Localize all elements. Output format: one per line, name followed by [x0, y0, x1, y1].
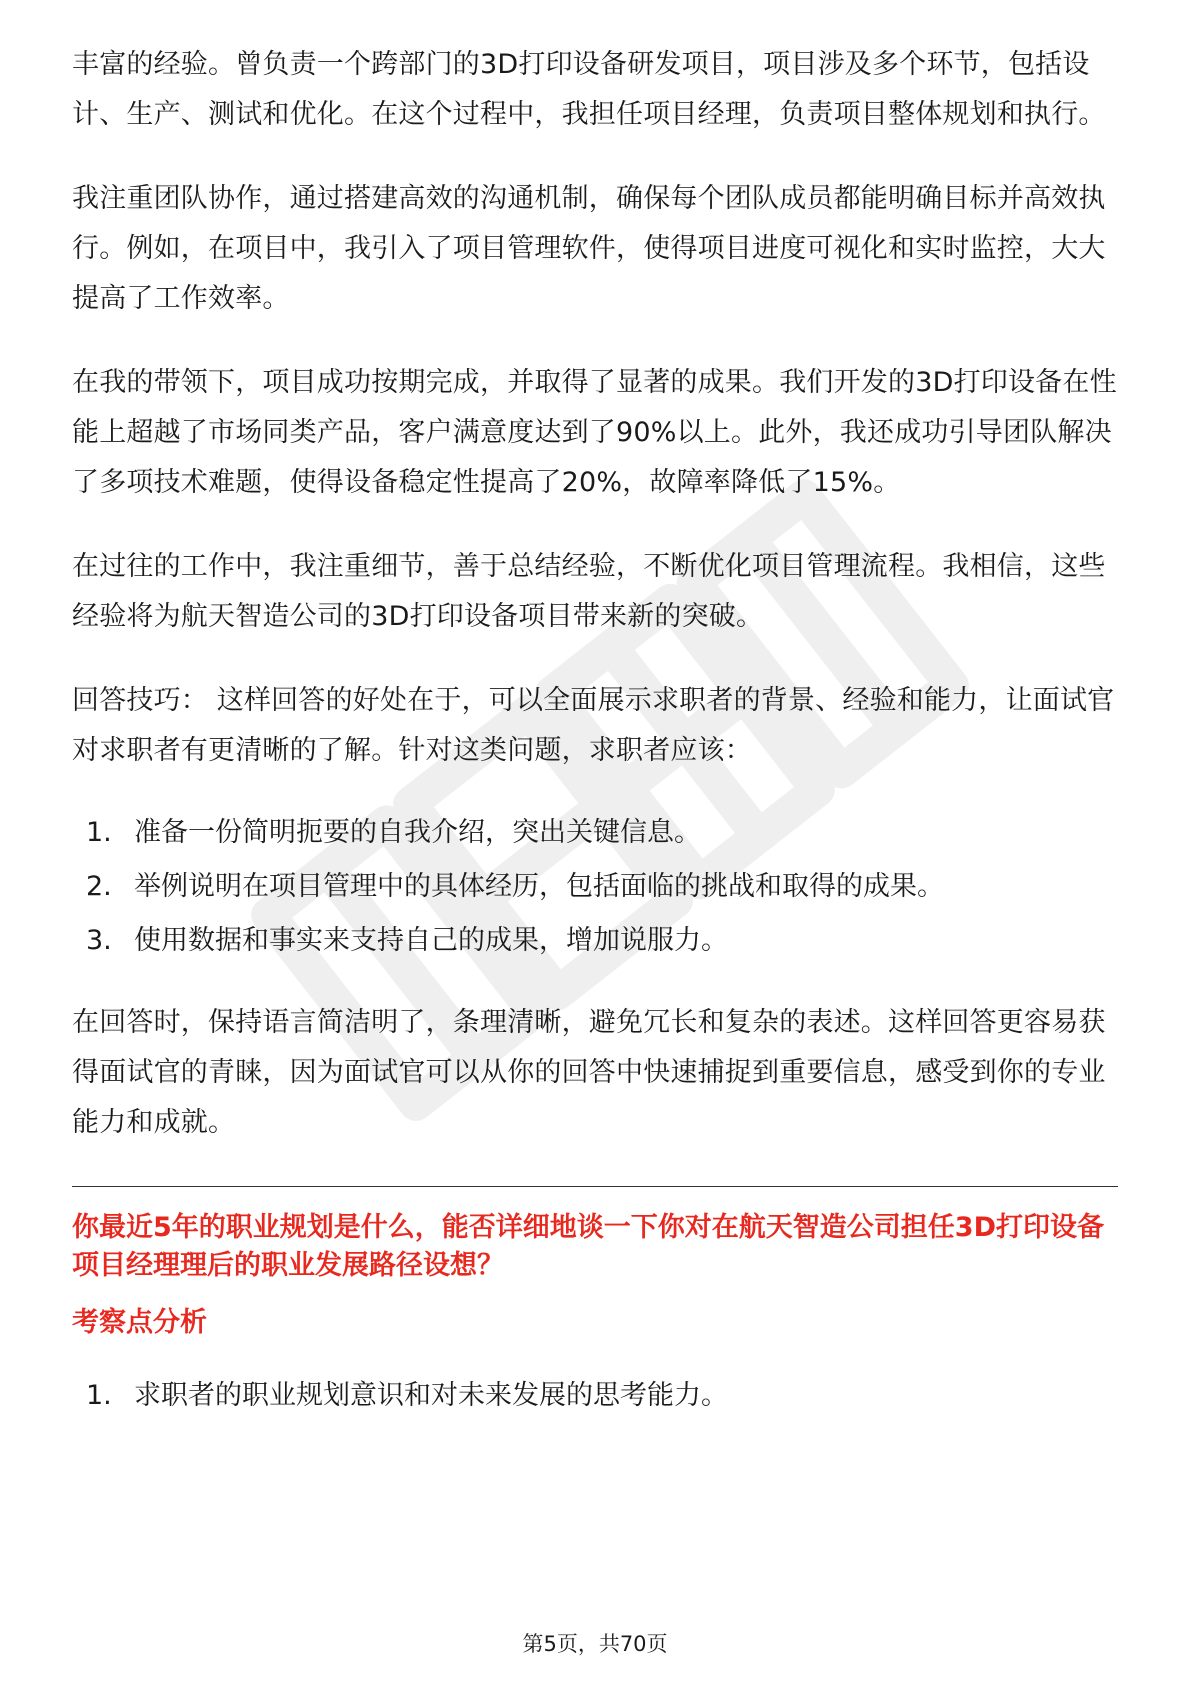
list-number: 2.: [86, 871, 112, 902]
list-text: 使用数据和事实来支持自己的成果，增加说服力。: [134, 925, 728, 956]
list-item: [72, 1369, 1118, 1423]
paragraph-summary: 在过往的工作中，我注重细节，善于总结经验，不断优化项目管理流程。我相信，这些经验将为航天智造公司的3D打印设备项目带来新的突破。: [72, 551, 1106, 632]
list-text: 求职者的职业规划意识和对未来发展的思考能力。: [134, 1380, 728, 1411]
list-text: 举例说明在项目管理中的具体经历，包括面临的挑战和取得的成果。: [134, 871, 944, 902]
analysis-list: [72, 1369, 1118, 1423]
page-footer: 第5页，共70页: [522, 1632, 668, 1656]
paragraph-experience: 丰富的经验。曾负责一个跨部门的3D打印设备研发项目，项目涉及多个环节，包括设计、生产、测试和优化。在这个过程中，我担任项目经理，负责项目整体规划和执行。: [72, 49, 1106, 130]
section-title: 考察点分析: [72, 1307, 207, 1338]
list-number: 1.: [86, 817, 112, 848]
paragraph-closing: 在回答时，保持语言简洁明了，条理清晰，避免冗长和复杂的表述。这样回答更容易获得面试官的青睐，因为面试官可以从你的回答中快速捕捉到重要信息，感受到你的专业能力和成就。: [72, 1007, 1106, 1138]
document-body: [72, 40, 1118, 1453]
list-number: 1.: [86, 1380, 112, 1411]
interview-question: 你最近5年的职业规划是什么，能否详细地谈一下你对在航天智造公司担任3D打印设备项目经理理后的职业发展路径设想？: [72, 1212, 1104, 1281]
paragraph-answer-tips: 回答技巧： 这样回答的好处在于，可以全面展示求职者的背景、经验和能力，让面试官对求职者有更清晰的了解。针对这类问题，求职者应该：: [72, 685, 1115, 766]
list-number: 3.: [86, 925, 112, 956]
section-divider: [72, 1186, 1118, 1187]
paragraph-results: 在我的带领下，项目成功按期完成，并取得了显著的成果。我们开发的3D打印设备在性能上超越了市场同类产品，客户满意度达到了90%以上。此外，我还成功引导团队解决了多项技术难题，使得设备稳定性提高了20%，故障率降低了15%。: [72, 367, 1117, 498]
paragraph-teamwork: 我注重团队协作，通过搭建高效的沟通机制，确保每个团队成员都能明确目标并高效执行。例如，在项目中，我引入了项目管理软件，使得项目进度可视化和实时监控，大大提高了工作效率。: [72, 183, 1106, 314]
tips-list: [72, 806, 1118, 968]
list-item: [72, 860, 1118, 914]
list-item: [72, 806, 1118, 860]
list-item: [72, 914, 1118, 968]
list-text: 准备一份简明扼要的自我介绍，突出关键信息。: [134, 817, 701, 848]
